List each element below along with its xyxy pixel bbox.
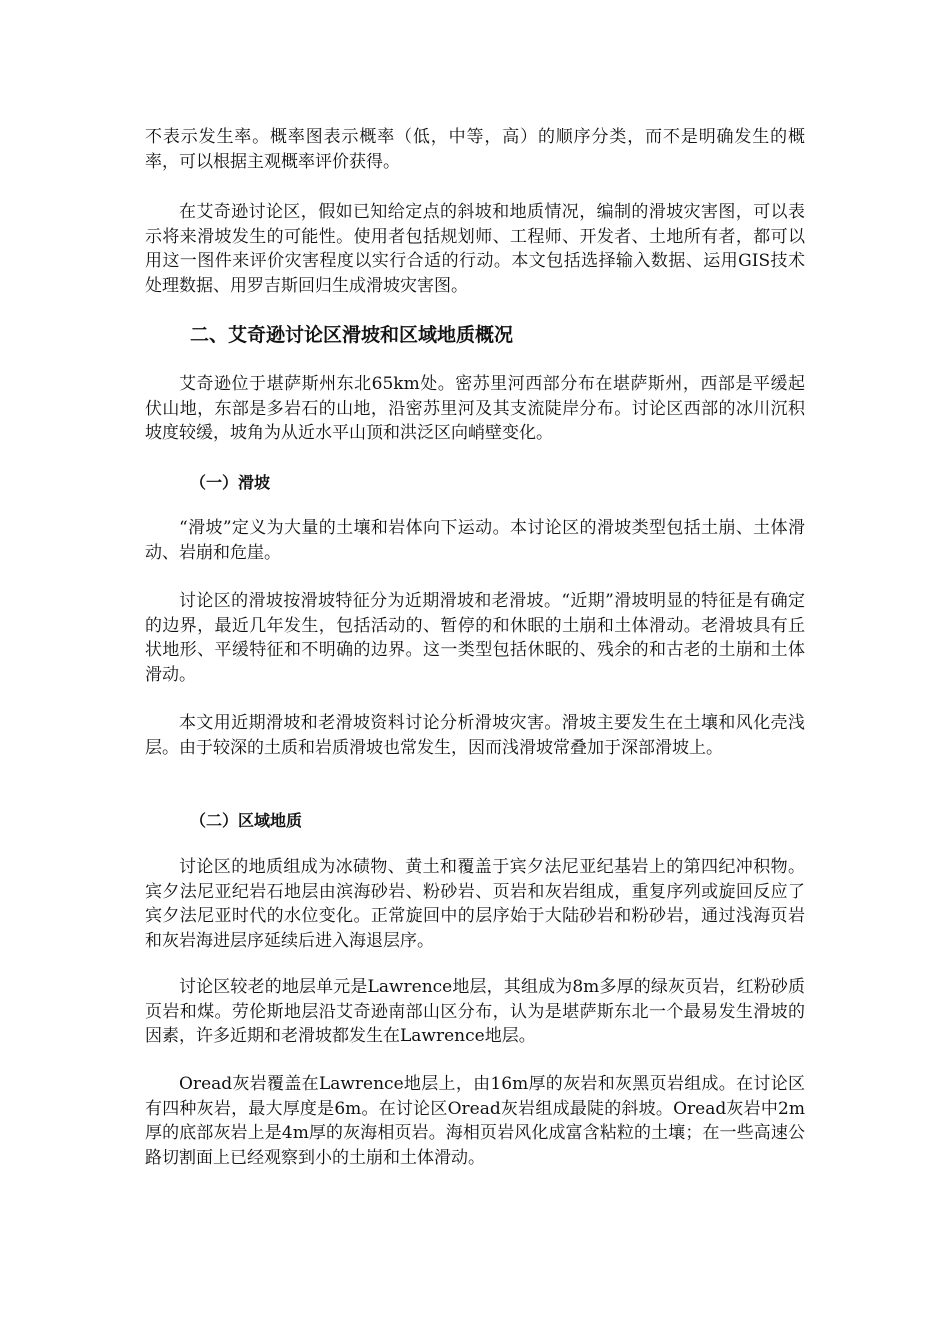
paragraph-landslide-analysis: 本文用近期滑坡和老滑坡资料讨论分析滑坡灾害。滑坡主要发生在土壤和风化壳浅层。由于较深的土质和岩质滑坡也常发生，因而浅滑坡常叠加于深部滑坡上。 <box>145 713 805 758</box>
paragraph-study-area-intro: 在艾奇逊讨论区，假如已知给定点的斜坡和地质情况，编制的滑坡灾害图，可以表示将来滑坡发生的可能性。使用者包括规划师、工程师、开发者、土地所有者，都可以用这一图件来评价灾害程度以实行合适的行动。本文包括选择输入数据、运用GIS技术处理数据、用罗吉斯回归生成滑坡灾害图。 <box>145 202 805 296</box>
paragraph-probability-map: 不表示发生率。概率图表示概率（低，中等，高）的顺序分类，而不是明确发生的概率，可以根据主观概率评价获得。 <box>145 127 805 172</box>
paragraph-geology-composition: 讨论区的地质组成为冰碛物、黄土和覆盖于宾夕法尼亚纪基岩上的第四纪冲积物。宾夕法尼亚纪岩石地层由滨海砂岩、粉砂岩、页岩和灰岩组成，重复序列或旋回反应了宾夕法尼亚时代的水位变化。正常旋回中的层序始于大陆砂岩和粉砂岩，通过浅海页岩和灰岩海进层序延续后进入海退层序。 <box>145 857 805 951</box>
paragraph-landslide-definition: “滑坡”定义为大量的土壤和岩体向下运动。本讨论区的滑坡类型包括土崩、土体滑动、岩崩和危崖。 <box>145 518 805 563</box>
section-heading-geology-overview: 二、艾奇逊讨论区滑坡和区域地质概况 <box>190 324 514 346</box>
subsection-heading-regional-geology: （二）区域地质 <box>190 811 303 830</box>
paragraph-atchison-location: 艾奇逊位于堪萨斯州东北65km处。密苏里河西部分布在堪萨斯州，西部是平缓起伏山地，东部是多岩石的山地，沿密苏里河及其支流陡岸分布。讨论区西部的冰川沉积坡度较缓，坡角为从近水平山顶和洪泛区向峭壁变化。 <box>145 374 805 443</box>
subsection-heading-landslide: （一）滑坡 <box>190 473 271 492</box>
paragraph-oread-limestone: Oread灰岩覆盖在Lawrence地层上，由16m厚的灰岩和灰黑页岩组成。在讨论区有四种灰岩，最大厚度是6m。在讨论区Oread灰岩组成最陡的斜坡。Oread灰岩中2m厚的底部灰岩上是4m厚的灰海相页岩。海相页岩风化成富含粘粒的土壤；在一些高速公路切割面上已经观察到小的土崩和土体滑动。 <box>145 1074 805 1168</box>
paragraph-landslide-classification: 讨论区的滑坡按滑坡特征分为近期滑坡和老滑坡。“近期”滑坡明显的特征是有确定的边界，最近几年发生，包括活动的、暂停的和休眠的土崩和土体滑动。老滑坡具有丘状地形、平缓特征和不明确的边界。这一类型包括休眠的、残余的和古老的土崩和土体滑动。 <box>145 591 805 685</box>
paragraph-lawrence-formation: 讨论区较老的地层单元是Lawrence地层，其组成为8m多厚的绿灰页岩，红粉砂质页岩和煤。劳伦斯地层沿艾奇逊南部山区分布，认为是堪萨斯东北一个最易发生滑坡的因素，许多近期和老滑坡都发生在Lawrence地层。 <box>145 977 805 1046</box>
